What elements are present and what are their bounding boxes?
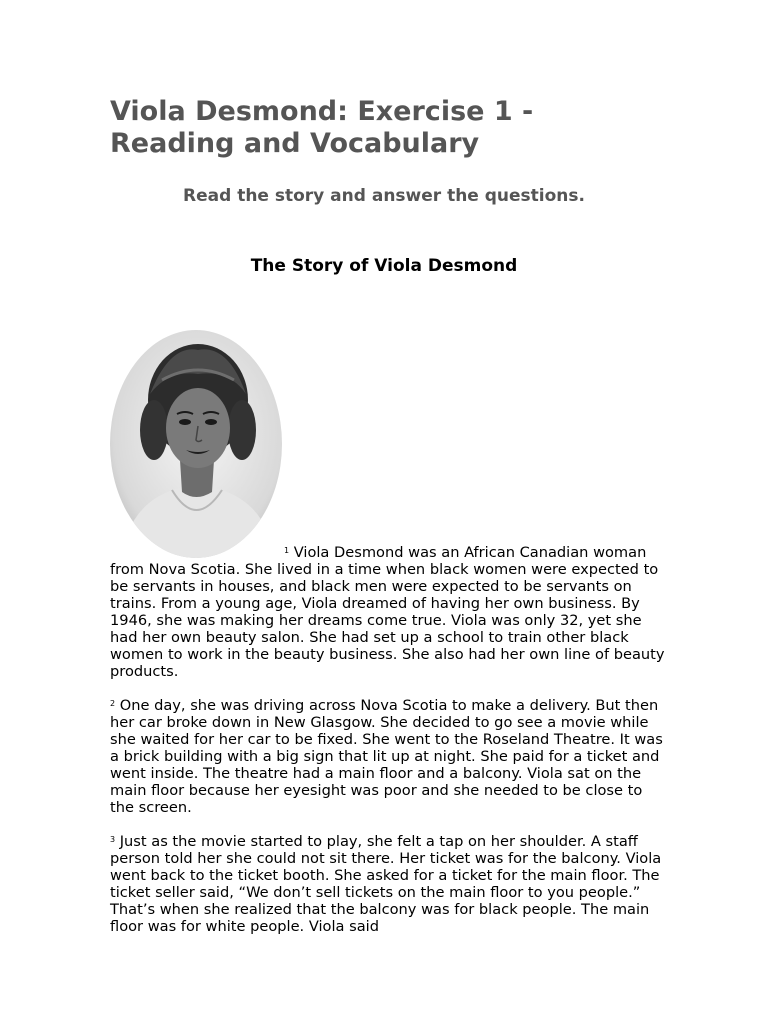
paragraph-3: [110, 833, 670, 935]
paragraph-number: 3: [110, 835, 116, 844]
paragraph-2: [110, 697, 670, 816]
story-body: [110, 544, 670, 952]
document-title: [110, 96, 670, 160]
paragraph-text: Just as the movie started to play, she felt a tap on her shoulder. A staff person told her she could not sit there. Her ticket was for the balcony. Viola went back to the ticket booth. She asked for a ticket for the main floor. The ticket seller said, “We don’t sell tickets on the main floor to you people.” That’s when she realized that the balcony was for black people. The main floor was for white people. Viola said: [110, 833, 662, 935]
paragraph-1: [110, 544, 670, 680]
title-line-1: Viola Desmond: Exercise 1 -: [110, 96, 534, 127]
story-title: The Story of Viola Desmond: [250, 256, 518, 276]
instruction-text: Read the story and answer the questions.: [183, 186, 585, 206]
title-line-2: Reading and Vocabulary: [110, 128, 480, 159]
paragraph-number: 1: [284, 546, 290, 555]
paragraph-text: Viola Desmond was an African Canadian woman from Nova Scotia. She lived in a time when black women were expected to be servants in houses, and black men were expected to be servants on trains. From a young age, Viola dreamed of having her own business. By 1946, she was making her dreams come true. Viola was only 32, yet she had her own beauty salon. She had set up a school to train other black women to work in the beauty business. She also had her own line of beauty products.: [110, 544, 665, 680]
paragraph-text: One day, she was driving across Nova Scotia to make a delivery. But then her car broke down in New Glasgow. She decided to go see a movie while she waited for her car to be fixed. She went to the Roseland Theatre. It was a brick building with a big sign that lit up at night. She paid for a ticket and went inside. The theatre had a main floor and a balcony. Viola sat on the main floor because her eyesight was poor and she needed to be close to the screen.: [110, 697, 663, 816]
paragraph-number: 2: [110, 699, 116, 708]
viola-desmond-portrait: [110, 330, 286, 560]
